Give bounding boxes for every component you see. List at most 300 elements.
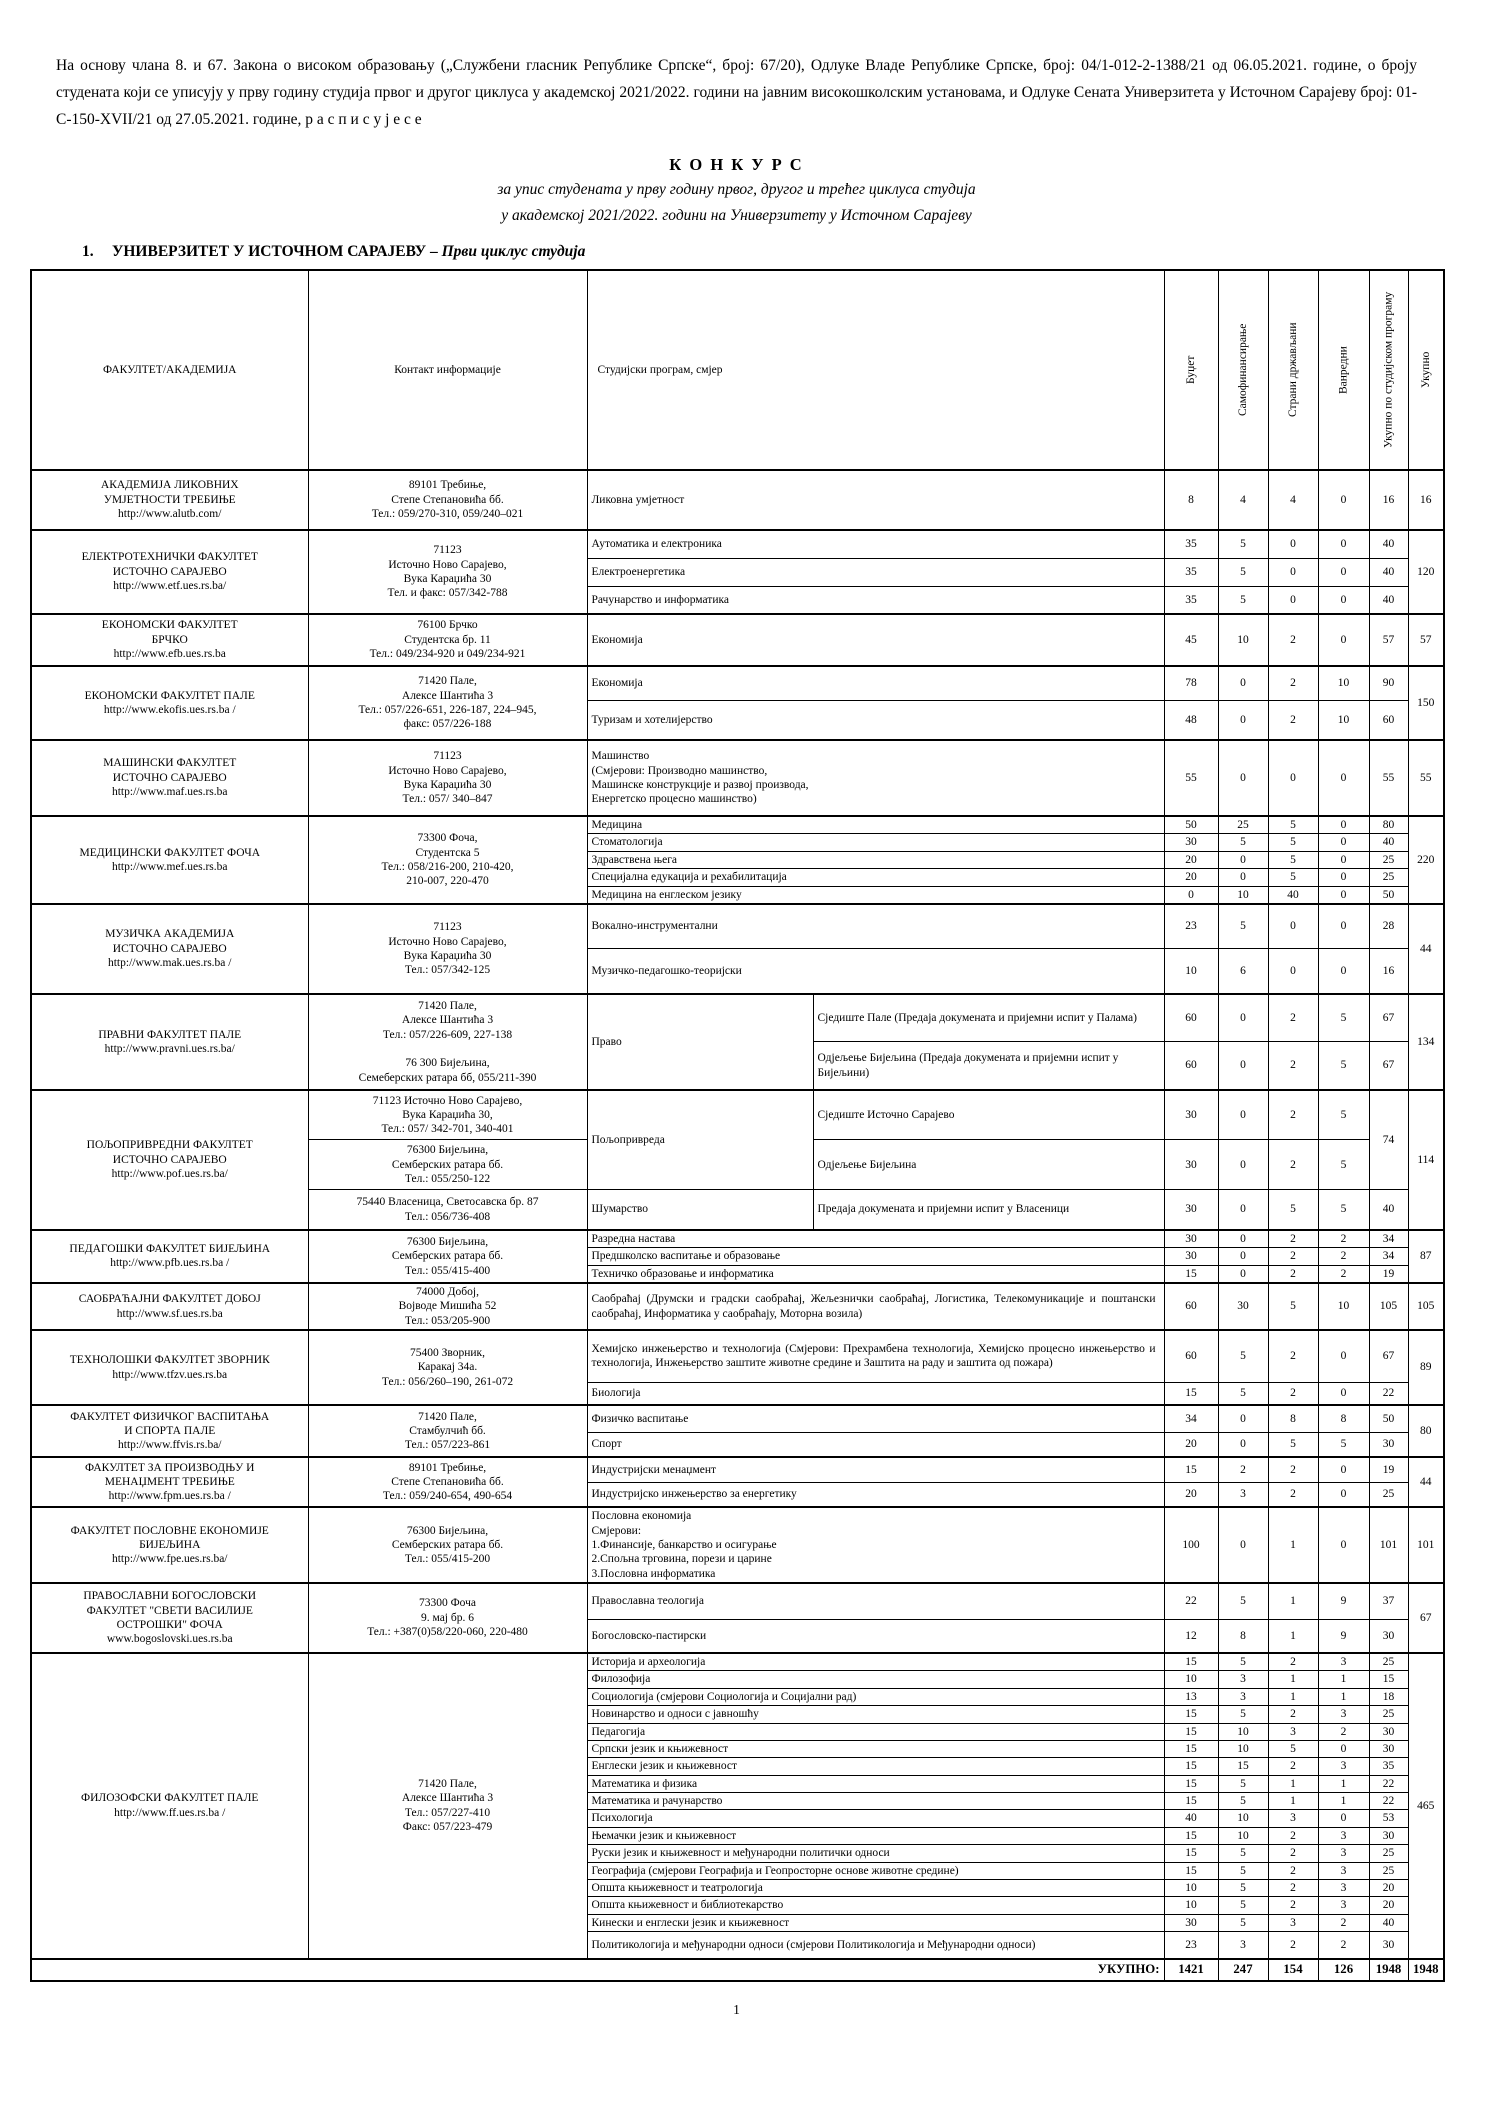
foreign-value: 3	[1268, 1723, 1318, 1740]
faculty-name: ФАКУЛТЕТ ФИЗИЧКОГ ВАСПИТАЊА	[70, 1410, 270, 1423]
program-name: Шумарство	[587, 1190, 813, 1230]
faculty-url: http://www.pof.ues.rs.ba/	[111, 1168, 228, 1181]
grand-total-part-time: 126	[1318, 1959, 1369, 1981]
per-program-total: 22	[1369, 1793, 1408, 1810]
per-program-total: 55	[1369, 740, 1408, 816]
budget-value: 22	[1164, 1583, 1218, 1619]
per-program-total: 25	[1369, 851, 1408, 868]
budget-value: 78	[1164, 666, 1218, 700]
program-name: Физичко васпитање	[587, 1405, 1164, 1432]
self-finance-value: 30	[1218, 1283, 1268, 1330]
part-time-value: 0	[1318, 558, 1369, 586]
contact-info: 71420 Пале, Алексе Шантића 3 Тел.: 057/227-410 Факс: 057/223-479	[308, 1653, 587, 1959]
table-row	[31, 1090, 1444, 1140]
budget-value: 45	[1164, 614, 1218, 666]
contact-info: 71123 Источно Ново Сарајево, Вука Караџића 30 Тел. и факс: 057/342-788	[308, 530, 587, 614]
self-finance-value: 10	[1218, 886, 1268, 904]
per-program-total: 25	[1369, 1706, 1408, 1723]
per-program-total: 67	[1369, 1042, 1408, 1090]
program-name: Богословско-пастирски	[587, 1619, 1164, 1653]
self-finance-value: 5	[1218, 530, 1268, 558]
program-name: Спорт	[587, 1432, 1164, 1457]
part-time-value: 2	[1318, 1248, 1369, 1265]
table-row	[31, 470, 1444, 530]
foreign-value: 2	[1268, 1862, 1318, 1879]
budget-value: 48	[1164, 700, 1218, 740]
grand-total-label: УКУПНО:	[31, 1959, 1164, 1981]
part-time-value: 0	[1318, 1330, 1369, 1382]
program-name: Техничко образовање и информатика	[587, 1265, 1164, 1283]
faculty-name: ФИЛОЗОФСКИ ФАКУЛТЕТ ПАЛЕ	[81, 1792, 259, 1805]
program-location: Сједиште Источно Сарајево	[813, 1090, 1164, 1140]
faculty-name: ИСТОЧНО САРАЈЕВО	[112, 771, 227, 784]
grand-total-per-program: 1948	[1369, 1959, 1408, 1981]
part-time-value: 5	[1318, 1090, 1369, 1140]
document-subtitle-line2: у академској 2021/2022. години на Универзитету у Источном Сарајеву	[501, 207, 972, 224]
budget-value: 23	[1164, 1932, 1218, 1959]
part-time-value: 0	[1318, 740, 1369, 816]
part-time-value: 0	[1318, 1740, 1369, 1757]
self-finance-value: 0	[1218, 1432, 1268, 1457]
faculty-url: http://www.alutb.com/	[118, 508, 222, 521]
self-finance-value: 0	[1218, 851, 1268, 868]
faculty-name: ЕКОНОМСКИ ФАКУЛТЕТ	[101, 619, 238, 632]
per-program-total: 19	[1369, 1265, 1408, 1283]
per-program-total: 25	[1369, 1845, 1408, 1862]
faculty-url: http://www.maf.ues.rs.ba	[111, 786, 228, 799]
faculty-name-cell	[31, 816, 308, 904]
faculty-url: http://www.pravni.ues.rs.ba/	[104, 1042, 235, 1055]
per-program-total: 22	[1369, 1775, 1408, 1792]
document-title: К О Н К У Р С	[669, 155, 804, 174]
faculty-total: 465	[1408, 1653, 1444, 1959]
budget-value: 15	[1164, 1653, 1218, 1671]
part-time-value: 0	[1318, 834, 1369, 851]
part-time-value: 0	[1318, 470, 1369, 530]
foreign-value: 2	[1268, 1140, 1318, 1190]
per-program-total: 50	[1369, 1405, 1408, 1432]
budget-value: 13	[1164, 1688, 1218, 1705]
foreign-value: 5	[1268, 1283, 1318, 1330]
faculty-total: 44	[1408, 1457, 1444, 1507]
self-finance-value: 5	[1218, 904, 1268, 949]
self-finance-value: 10	[1218, 1810, 1268, 1827]
contact-info: 76100 Брчко Студентска бр. 11 Тел.: 049/234-920 и 049/234-921	[308, 614, 587, 666]
per-program-total: 30	[1369, 1932, 1408, 1959]
program-name: Разредна настава	[587, 1230, 1164, 1248]
faculty-total: 44	[1408, 904, 1444, 994]
part-time-value: 3	[1318, 1827, 1369, 1844]
contact-info: 71123 Источно Ново Сарајево, Вука Караџића 30, Тел.: 057/ 342-701, 340-401	[308, 1090, 587, 1140]
budget-value: 15	[1164, 1457, 1218, 1482]
part-time-value: 1	[1318, 1775, 1369, 1792]
self-finance-value: 8	[1218, 1619, 1268, 1653]
self-finance-value: 0	[1218, 1230, 1268, 1248]
faculty-total: 220	[1408, 816, 1444, 904]
per-program-total: 40	[1369, 1190, 1408, 1230]
faculty-name: ИСТОЧНО САРАЈЕВО	[112, 942, 227, 955]
self-finance-value: 5	[1218, 1775, 1268, 1792]
faculty-name-cell	[31, 614, 308, 666]
program-name: Српски језик и књижевност	[587, 1740, 1164, 1757]
intro-paragraph: На основу члана 8. и 67. Закона о високом образовању („Службени гласник Републике Српске“, број: 67/20), Одлуке Владе Републике Српске, број: 04/1-012-2-1388/21 од 06.05.2021. године, о броју студената који се уписују у прву годину студија првог и другог циклуса у академској 2021/2022. години на јавним високошколским установама, и Одлуке Сената Универзитета у Источном Сарајеву број: 01-С-150-XVII/21 од 27.05.2021. године, р а с п и с у ј е с е	[56, 57, 1417, 128]
contact-info: 89101 Требиње, Степе Степановића бб. Тел.: 059/240-654, 490-654	[308, 1457, 587, 1507]
part-time-value: 0	[1318, 869, 1369, 886]
budget-value: 30	[1164, 1230, 1218, 1248]
self-finance-value: 0	[1218, 869, 1268, 886]
budget-value: 10	[1164, 1879, 1218, 1896]
per-program-total: 34	[1369, 1248, 1408, 1265]
program-name: Енглески језик и књижевност	[587, 1758, 1164, 1775]
per-program-total: 30	[1369, 1740, 1408, 1757]
self-finance-value: 5	[1218, 586, 1268, 614]
part-time-value: 0	[1318, 530, 1369, 558]
budget-value: 15	[1164, 1382, 1218, 1405]
col-header-per-program: Укупно по студијском програму	[1369, 270, 1408, 470]
faculty-total: 120	[1408, 530, 1444, 614]
program-name: Географија (смјерови Географија и Геопросторне основе животне средине)	[587, 1862, 1164, 1879]
part-time-value: 3	[1318, 1879, 1369, 1896]
budget-value: 30	[1164, 1914, 1218, 1931]
budget-value: 15	[1164, 1775, 1218, 1792]
part-time-value: 9	[1318, 1619, 1369, 1653]
budget-value: 35	[1164, 530, 1218, 558]
faculty-url: http://www.mak.ues.rs.ba /	[107, 957, 232, 970]
self-finance-value: 3	[1218, 1688, 1268, 1705]
part-time-value: 2	[1318, 1230, 1369, 1248]
budget-value: 12	[1164, 1619, 1218, 1653]
per-program-total: 25	[1369, 1862, 1408, 1879]
program-name: Предшколско васпитање и образовање	[587, 1248, 1164, 1265]
part-time-value: 0	[1318, 1482, 1369, 1507]
foreign-value: 1	[1268, 1793, 1318, 1810]
program-name: Њемачки језик и књижевност	[587, 1827, 1164, 1844]
foreign-value: 2	[1268, 1897, 1318, 1914]
program-name: Здравствена њега	[587, 851, 1164, 868]
program-name: Електроенергетика	[587, 558, 1164, 586]
table-row	[31, 740, 1444, 816]
foreign-value: 2	[1268, 1330, 1318, 1382]
self-finance-value: 10	[1218, 1827, 1268, 1844]
program-name: Медицина на енглеском језику	[587, 886, 1164, 904]
self-finance-value: 6	[1218, 949, 1268, 994]
part-time-value: 0	[1318, 614, 1369, 666]
faculty-name: ТЕХНОЛОШКИ ФАКУЛТЕТ ЗВОРНИК	[69, 1354, 270, 1367]
faculty-total: 89	[1408, 1330, 1444, 1405]
part-time-value: 0	[1318, 1507, 1369, 1583]
contact-info: 75400 Зворник, Каракај 34а. Тел.: 056/260–190, 261-072	[308, 1330, 587, 1405]
part-time-value: 5	[1318, 1432, 1369, 1457]
part-time-value: 5	[1318, 1042, 1369, 1090]
faculty-name-cell	[31, 740, 308, 816]
document-subtitle-line1: за упис студената у прву годину првог, другог и трећег циклуса студија	[497, 181, 976, 198]
per-program-total: 40	[1369, 834, 1408, 851]
program-name: Психологија	[587, 1810, 1164, 1827]
faculty-total: 55	[1408, 740, 1444, 816]
faculty-name-cell	[31, 666, 308, 740]
per-program-total: 40	[1369, 530, 1408, 558]
faculty-url: http://www.fpm.ues.rs.ba /	[108, 1490, 231, 1503]
enrollment-table	[30, 269, 1445, 1982]
self-finance-value: 0	[1218, 1248, 1268, 1265]
program-location: Предаја докумената и пријемни испит у Власеници	[813, 1190, 1164, 1230]
self-finance-value: 3	[1218, 1671, 1268, 1688]
faculty-url: http://www.ffvis.rs.ba/	[118, 1439, 222, 1452]
program-name: Општа књижевност и библиотекарство	[587, 1897, 1164, 1914]
col-header-self-finance: Самофинансирање	[1218, 270, 1268, 470]
table-row	[31, 1583, 1444, 1619]
part-time-value: 5	[1318, 994, 1369, 1042]
self-finance-value: 5	[1218, 1879, 1268, 1896]
per-program-total: 67	[1369, 1330, 1408, 1382]
contact-info: 73300 Фоча, Студентска 5 Тел.: 058/216-200, 210-420, 210-007, 220-470	[308, 816, 587, 904]
per-program-total: 25	[1369, 869, 1408, 886]
faculty-url: http://www.ff.ues.rs.ba /	[114, 1806, 226, 1819]
faculty-total: 87	[1408, 1230, 1444, 1283]
budget-value: 15	[1164, 1845, 1218, 1862]
col-header-foreign: Страни држављани	[1268, 270, 1318, 470]
table-row	[31, 614, 1444, 666]
per-program-total: 37	[1369, 1583, 1408, 1619]
faculty-name: И СПОРТА ПАЛЕ	[124, 1424, 216, 1437]
self-finance-value: 5	[1218, 1653, 1268, 1671]
faculty-name: МЕНАЏМЕНТ ТРЕБИЊЕ	[104, 1475, 235, 1488]
program-location: Одјељење Бијељина (Предаја докумената и пријемни испит у Бијељини)	[813, 1042, 1164, 1090]
faculty-name: ПРАВНИ ФАКУЛТЕТ ПАЛЕ	[98, 1028, 242, 1041]
contact-info: 76300 Бијељина, Семберских ратара бб. Тел.: 055/415-200	[308, 1507, 587, 1583]
faculty-name-cell	[31, 530, 308, 614]
program-name: Општа књижевност и театрологија	[587, 1879, 1164, 1896]
foreign-value: 2	[1268, 1706, 1318, 1723]
per-program-total: 30	[1369, 1619, 1408, 1653]
col-header-contact: Контакт информације	[308, 270, 587, 470]
per-program-total: 25	[1369, 1653, 1408, 1671]
contact-info: 71123 Источно Ново Сарајево, Вука Караџића 30 Тел.: 057/ 340–847	[308, 740, 587, 816]
part-time-value: 10	[1318, 700, 1369, 740]
per-program-total: 30	[1369, 1432, 1408, 1457]
program-name: Биологија	[587, 1382, 1164, 1405]
foreign-value: 0	[1268, 530, 1318, 558]
budget-value: 30	[1164, 834, 1218, 851]
per-program-total: 101	[1369, 1507, 1408, 1583]
foreign-value: 5	[1268, 834, 1318, 851]
faculty-total: 105	[1408, 1283, 1444, 1330]
table-row	[31, 1405, 1444, 1432]
foreign-value: 0	[1268, 740, 1318, 816]
part-time-value: 3	[1318, 1758, 1369, 1775]
budget-value: 15	[1164, 1740, 1218, 1757]
faculty-name-cell	[31, 1405, 308, 1457]
budget-value: 60	[1164, 994, 1218, 1042]
faculty-name: АКАДЕМИЈА ЛИКОВНИХ	[100, 479, 239, 492]
program-name: Пословна економија Смјерови: 1.Финансије, банкарство и осигурање 2.Спољна трговина, порези и царине 3.Пословна информатика	[587, 1507, 1164, 1583]
faculty-total: 57	[1408, 614, 1444, 666]
foreign-value: 3	[1268, 1810, 1318, 1827]
budget-value: 10	[1164, 949, 1218, 994]
col-header-program: Студијски програм, смјер	[587, 270, 1164, 470]
contact-info: 71420 Пале, Алексе Шантића 3 Тел.: 057/226-609, 227-138 76 300 Бијељина, Семеберских ратара бб, 055/211-390	[308, 994, 587, 1090]
part-time-value: 2	[1318, 1914, 1369, 1931]
budget-value: 15	[1164, 1862, 1218, 1879]
foreign-value: 5	[1268, 816, 1318, 834]
program-name: Медицина	[587, 816, 1164, 834]
foreign-value: 2	[1268, 1090, 1318, 1140]
contact-info: 71420 Пале, Алексе Шантића 3 Тел.: 057/226-651, 226-187, 224–945, факс: 057/226-188	[308, 666, 587, 740]
per-program-total: 22	[1369, 1382, 1408, 1405]
per-program-total: 16	[1369, 949, 1408, 994]
program-name: Индустријско инжењерство за енергетику	[587, 1482, 1164, 1507]
program-name: Новинарство и односи с јавношћу	[587, 1706, 1164, 1723]
self-finance-value: 5	[1218, 1330, 1268, 1382]
part-time-value: 2	[1318, 1932, 1369, 1959]
faculty-url: http://www.sf.ues.rs.ba	[116, 1307, 223, 1320]
per-program-total: 20	[1369, 1897, 1408, 1914]
faculty-name-cell	[31, 1330, 308, 1405]
faculty-total: 134	[1408, 994, 1444, 1090]
per-program-total: 16	[1369, 470, 1408, 530]
per-program-total: 40	[1369, 1914, 1408, 1931]
faculty-url: http://www.mef.ues.rs.ba	[111, 860, 228, 873]
faculty-name-cell	[31, 1283, 308, 1330]
budget-value: 30	[1164, 1248, 1218, 1265]
part-time-value: 3	[1318, 1653, 1369, 1671]
program-name: Педагогија	[587, 1723, 1164, 1740]
table-row	[31, 816, 1444, 834]
self-finance-value: 5	[1218, 558, 1268, 586]
per-program-total: 19	[1369, 1457, 1408, 1482]
program-name: Православна теологија	[587, 1583, 1164, 1619]
foreign-value: 2	[1268, 1932, 1318, 1959]
faculty-total: 101	[1408, 1507, 1444, 1583]
foreign-value: 3	[1268, 1914, 1318, 1931]
self-finance-value: 4	[1218, 470, 1268, 530]
faculty-name-cell	[31, 1457, 308, 1507]
budget-value: 20	[1164, 869, 1218, 886]
budget-value: 50	[1164, 816, 1218, 834]
foreign-value: 1	[1268, 1688, 1318, 1705]
program-name: Кинески и енглески језик и књижевност	[587, 1914, 1164, 1931]
per-program-total: 35	[1369, 1758, 1408, 1775]
per-program-total: 57	[1369, 614, 1408, 666]
grand-total-overall: 1948	[1408, 1959, 1444, 1981]
foreign-value: 2	[1268, 666, 1318, 700]
per-program-total: 34	[1369, 1230, 1408, 1248]
foreign-value: 5	[1268, 1432, 1318, 1457]
part-time-value: 0	[1318, 1810, 1369, 1827]
program-name: Рачунарство и информатика	[587, 586, 1164, 614]
table-row	[31, 1283, 1444, 1330]
self-finance-value: 0	[1218, 1042, 1268, 1090]
self-finance-value: 5	[1218, 1862, 1268, 1879]
part-time-value: 0	[1318, 586, 1369, 614]
faculty-name: ПРАВОСЛАВНИ БОГОСЛОВСКИ	[83, 1590, 257, 1603]
foreign-value: 1	[1268, 1775, 1318, 1792]
faculty-name: ОСТРОШКИ" ФОЧА	[116, 1619, 223, 1631]
self-finance-value: 5	[1218, 1382, 1268, 1405]
program-name: Специјална едукација и рехабилитација	[587, 869, 1164, 886]
part-time-value: 9	[1318, 1583, 1369, 1619]
self-finance-value: 0	[1218, 1265, 1268, 1283]
grand-totals-row	[31, 1959, 1444, 1981]
contact-info: 71123 Источно Ново Сарајево, Вука Караџића 30 Тел.: 057/342-125	[308, 904, 587, 994]
per-program-total: 15	[1369, 1671, 1408, 1688]
section-title-italic: Први циклус студија	[441, 243, 586, 260]
foreign-value: 2	[1268, 1845, 1318, 1862]
per-program-total: 30	[1369, 1723, 1408, 1740]
part-time-value: 3	[1318, 1845, 1369, 1862]
budget-value: 30	[1164, 1090, 1218, 1140]
faculty-url: http://www.fpe.ues.rs.ba/	[111, 1553, 228, 1566]
budget-value: 15	[1164, 1706, 1218, 1723]
per-program-total: 74	[1369, 1090, 1408, 1190]
program-name: Пољопривреда	[587, 1090, 813, 1190]
faculty-total: 80	[1408, 1405, 1444, 1457]
per-program-total: 28	[1369, 904, 1408, 949]
part-time-value: 5	[1318, 1140, 1369, 1190]
foreign-value: 1	[1268, 1619, 1318, 1653]
part-time-value: 2	[1318, 1723, 1369, 1740]
foreign-value: 0	[1268, 949, 1318, 994]
budget-value: 23	[1164, 904, 1218, 949]
per-program-total: 20	[1369, 1879, 1408, 1896]
faculty-name: ЕКОНОМСКИ ФАКУЛТЕТ ПАЛЕ	[84, 689, 255, 702]
faculty-name: ЕЛЕКТРОТЕХНИЧКИ ФАКУЛТЕТ	[81, 551, 258, 564]
program-name: Математика и рачунарство	[587, 1793, 1164, 1810]
self-finance-value: 2	[1218, 1457, 1268, 1482]
per-program-total: 50	[1369, 886, 1408, 904]
program-name: Аутоматика и електроника	[587, 530, 1164, 558]
self-finance-value: 10	[1218, 1740, 1268, 1757]
contact-info: 71420 Пале, Стамбулчић бб. Тел.: 057/223-861	[308, 1405, 587, 1457]
program-location: Сједиште Пале (Предаја докумената и пријемни испит у Палама)	[813, 994, 1164, 1042]
faculty-name: МУЗИЧКА АКАДЕМИЈА	[105, 928, 235, 941]
program-name: Машинство (Смјерови: Производно машинство, Машинске конструкције и развој производа, Енергетско процесно машинство)	[587, 740, 1164, 816]
self-finance-value: 5	[1218, 834, 1268, 851]
budget-value: 100	[1164, 1507, 1218, 1583]
per-program-total: 90	[1369, 666, 1408, 700]
self-finance-value: 10	[1218, 1723, 1268, 1740]
part-time-value: 0	[1318, 949, 1369, 994]
program-name: Право	[587, 994, 813, 1090]
foreign-value: 40	[1268, 886, 1318, 904]
program-name: Политикологија и међународни односи (смјерови Политикологија и Међународни односи)	[587, 1932, 1164, 1959]
col-header-faculty: ФАКУЛТЕТ/АКАДЕМИЈА	[31, 270, 308, 470]
contact-info: 75440 Власеница, Светосавска бр. 87 Тел.: 056/736-408	[308, 1190, 587, 1230]
table-row	[31, 666, 1444, 700]
table-row	[31, 1507, 1444, 1583]
col-header-part-time: Ванредни	[1318, 270, 1369, 470]
budget-value: 8	[1164, 470, 1218, 530]
section-heading	[82, 243, 1443, 261]
part-time-value: 0	[1318, 851, 1369, 868]
foreign-value: 4	[1268, 470, 1318, 530]
budget-value: 20	[1164, 1432, 1218, 1457]
self-finance-value: 5	[1218, 1897, 1268, 1914]
page-number: 1	[733, 2001, 740, 2017]
per-program-total: 60	[1369, 700, 1408, 740]
foreign-value: 5	[1268, 1740, 1318, 1757]
part-time-value: 0	[1318, 904, 1369, 949]
foreign-value: 5	[1268, 869, 1318, 886]
faculty-name: УМЈЕТНОСТИ ТРЕБИЊЕ	[103, 493, 236, 506]
self-finance-value: 0	[1218, 740, 1268, 816]
self-finance-value: 5	[1218, 1914, 1268, 1931]
foreign-value: 0	[1268, 904, 1318, 949]
foreign-value: 2	[1268, 1457, 1318, 1482]
budget-value: 20	[1164, 1482, 1218, 1507]
program-location: Одјељење Бијељина	[813, 1140, 1164, 1190]
foreign-value: 2	[1268, 1827, 1318, 1844]
